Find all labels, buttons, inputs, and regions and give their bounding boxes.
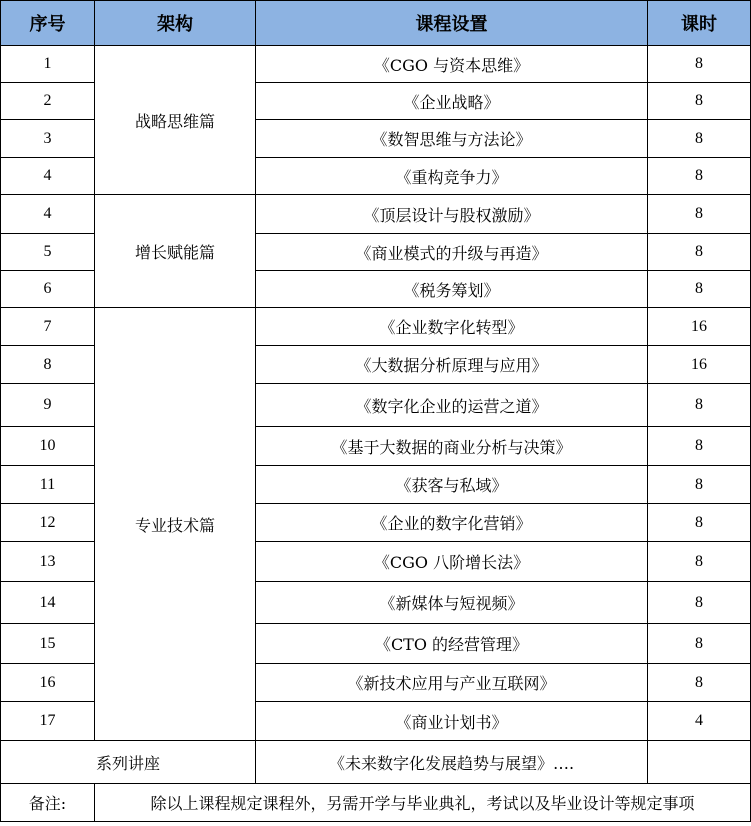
row-course: 《获客与私域》 — [256, 466, 648, 504]
row-seq: 6 — [1, 271, 95, 308]
group-growth: 增长赋能篇 — [95, 195, 256, 308]
row-hours: 8 — [648, 542, 751, 582]
header-hours: 课时 — [648, 1, 751, 46]
row-seq: 3 — [1, 120, 95, 158]
row-seq: 13 — [1, 542, 95, 582]
row-course: 《商业模式的升级与再造》 — [256, 234, 648, 271]
row-hours: 8 — [648, 120, 751, 158]
row-course: 《企业数字化转型》 — [256, 308, 648, 346]
row-hours: 8 — [648, 582, 751, 624]
lecture-label: 系列讲座 — [1, 741, 256, 784]
note-label: 备注: — [1, 784, 95, 822]
row-seq: 12 — [1, 504, 95, 542]
row-hours: 8 — [648, 384, 751, 427]
row-course: 《新媒体与短视频》 — [256, 582, 648, 624]
lecture-hours — [648, 741, 751, 784]
row-seq: 5 — [1, 234, 95, 271]
row-hours: 8 — [648, 83, 751, 120]
row-course: 《税务筹划》 — [256, 271, 648, 308]
row-course: 《CTO 的经营管理》 — [256, 624, 648, 664]
row-seq: 17 — [1, 702, 95, 741]
row-course: 《大数据分析原理与应用》 — [256, 346, 648, 384]
table-row — [1, 308, 751, 346]
header-seq: 序号 — [1, 1, 95, 46]
row-hours: 16 — [648, 308, 751, 346]
row-hours: 8 — [648, 46, 751, 83]
row-course: 《数智思维与方法论》 — [256, 120, 648, 158]
header-arch: 架构 — [95, 1, 256, 46]
row-hours: 8 — [648, 466, 751, 504]
row-hours: 8 — [648, 504, 751, 542]
table-row — [1, 46, 751, 83]
group-strategy: 战略思维篇 — [95, 46, 256, 195]
row-hours: 8 — [648, 158, 751, 195]
row-course: 《新技术应用与产业互联网》 — [256, 664, 648, 702]
row-course: 《顶层设计与股权激励》 — [256, 195, 648, 234]
table-row — [1, 195, 751, 234]
row-hours: 8 — [648, 271, 751, 308]
row-seq: 15 — [1, 624, 95, 664]
row-course: 《数字化企业的运营之道》 — [256, 384, 648, 427]
note-row — [1, 784, 751, 822]
row-seq: 2 — [1, 83, 95, 120]
row-seq: 4 — [1, 195, 95, 234]
row-hours: 4 — [648, 702, 751, 741]
row-course: 《基于大数据的商业分析与决策》 — [256, 427, 648, 466]
lecture-row — [1, 741, 751, 784]
row-seq: 16 — [1, 664, 95, 702]
row-seq: 1 — [1, 46, 95, 83]
lecture-course: 《未来数字化发展趋势与展望》…. — [256, 741, 648, 784]
row-hours: 8 — [648, 664, 751, 702]
row-seq: 10 — [1, 427, 95, 466]
note-text: 除以上课程规定课程外，另需开学与毕业典礼，考试以及毕业设计等规定事项 — [95, 784, 751, 822]
row-course: 《企业战略》 — [256, 83, 648, 120]
row-course: 《企业的数字化营销》 — [256, 504, 648, 542]
group-tech: 专业技术篇 — [95, 308, 256, 741]
row-course: 《商业计划书》 — [256, 702, 648, 741]
row-seq: 14 — [1, 582, 95, 624]
row-seq: 11 — [1, 466, 95, 504]
row-seq: 9 — [1, 384, 95, 427]
row-course: 《CGO 与资本思维》 — [256, 46, 648, 83]
row-hours: 8 — [648, 624, 751, 664]
row-course: 《重构竞争力》 — [256, 158, 648, 195]
row-seq: 7 — [1, 308, 95, 346]
row-hours: 8 — [648, 195, 751, 234]
row-hours: 8 — [648, 427, 751, 466]
row-hours: 16 — [648, 346, 751, 384]
row-hours: 8 — [648, 234, 751, 271]
row-seq: 8 — [1, 346, 95, 384]
row-seq: 4 — [1, 158, 95, 195]
header-row — [1, 1, 751, 46]
header-course: 课程设置 — [256, 1, 648, 46]
row-course: 《CGO 八阶增长法》 — [256, 542, 648, 582]
